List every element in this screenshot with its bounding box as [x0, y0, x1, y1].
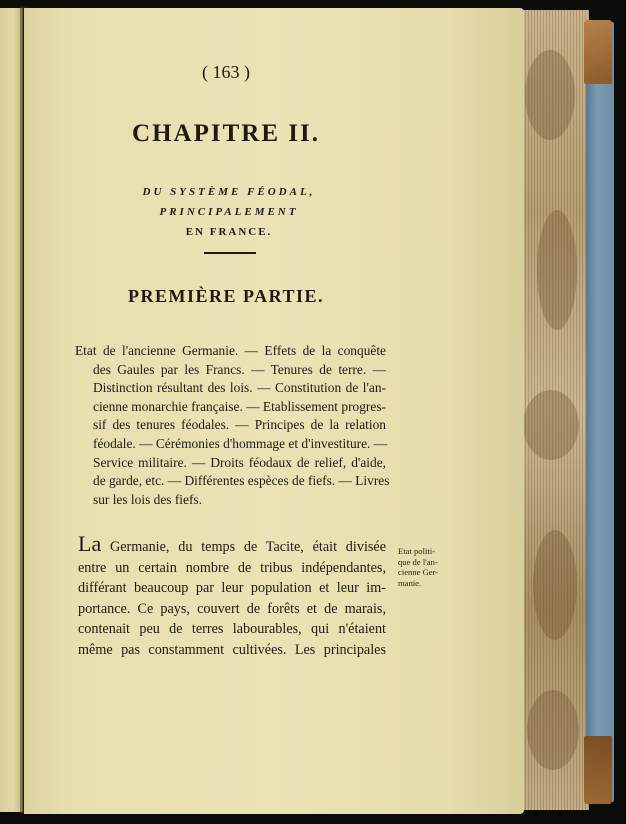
chapter-summary — [75, 342, 390, 509]
body-line-text: Germanie, du temps de Tacite, était divisée — [101, 539, 386, 555]
summary-line: Etat de l'ancienne Germanie. — Effets de la conquête — [75, 343, 386, 358]
chapter-title: CHAPITRE II. — [132, 120, 320, 147]
part-title: PREMIÈRE PARTIE. — [127, 286, 325, 306]
margin-note — [398, 546, 444, 588]
body-line: contenait peu de terres labourables, qui n'étaient — [78, 621, 386, 638]
body-line: entre un certain nombre de tribus indépendantes, — [78, 559, 386, 576]
body-line: différant beaucoup par leur population et leur im- — [78, 580, 386, 597]
summary-line: des Gaules par les Francs. — Tenures de terre. — — [93, 361, 386, 377]
subtitle-line-2: EN FRANCE. — [185, 226, 273, 238]
book-cover-board — [586, 22, 614, 802]
summary-line: sif des tenures féodales. — Principes de la relation — [93, 417, 386, 433]
leather-corner-bottom — [584, 736, 612, 804]
summary-line: Service militaire. — Droits féodaux de relief, d'aide, — [93, 454, 386, 470]
body-line: portance. Ce pays, couvert de forêts et de marais, — [78, 600, 386, 617]
page-number: ( 163 ) — [202, 62, 250, 82]
chapter-subtitle — [74, 182, 384, 242]
summary-line: sur les lois des fiefs. — [93, 491, 202, 507]
margin-note-line: que de l'an- — [398, 556, 438, 567]
body-line — [78, 531, 386, 558]
subtitle-line-1: DU SYSTÈME FÉODAL, PRINCIPALEMENT — [142, 186, 316, 218]
drop-cap: La — [78, 531, 102, 556]
margin-note-line: cienne Ger- — [398, 567, 439, 578]
body-paragraph — [78, 531, 386, 661]
leather-corner-top — [584, 20, 612, 84]
margin-note-line: manie. — [398, 577, 422, 588]
body-line: même pas constamment cultivées. Les principales — [78, 641, 386, 658]
summary-line: cienne monarchie française. — Etablissement progres- — [93, 398, 386, 414]
section-rule — [204, 252, 256, 254]
page-fore-edge — [518, 10, 589, 810]
summary-line: Distinction résultant des lois. — Constitution de l'an- — [93, 380, 386, 396]
margin-note-line: Etat politi- — [398, 546, 435, 556]
summary-line: de garde, etc. — Différentes espèces de fiefs. — Livres — [93, 473, 390, 489]
summary-line: féodale. — Cérémonies d'hommage et d'investiture. — — [93, 435, 388, 451]
